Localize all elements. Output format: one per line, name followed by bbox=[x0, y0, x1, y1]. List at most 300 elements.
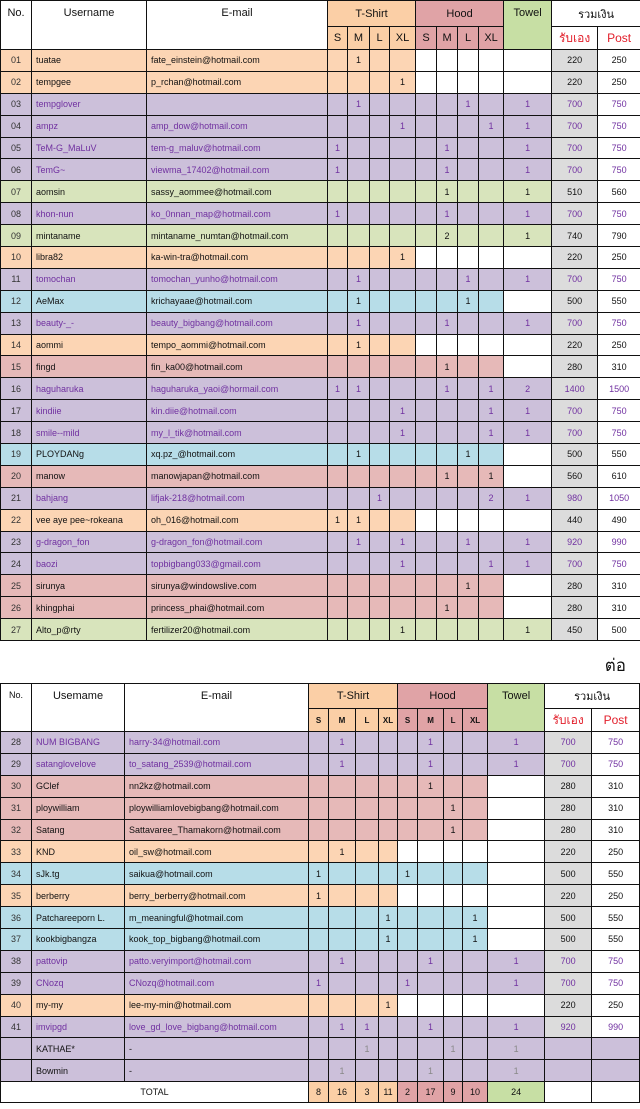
username: tempglover bbox=[32, 93, 147, 115]
row-number: 32 bbox=[1, 819, 32, 841]
pickup-price: 560 bbox=[552, 465, 598, 487]
total-tshirt-l: 3 bbox=[356, 1082, 379, 1103]
hood-m-qty bbox=[437, 619, 458, 641]
hood-s-qty bbox=[416, 400, 437, 422]
pickup-price: 700 bbox=[552, 553, 598, 575]
hood-l-qty bbox=[458, 422, 479, 444]
row-number: 29 bbox=[1, 753, 32, 775]
tshirt-xl-qty bbox=[379, 863, 398, 885]
email: ploywilliamlovebigbang@hotmail.com bbox=[125, 797, 309, 819]
header-hood-m: M bbox=[418, 709, 444, 732]
hood-l-qty: 1 bbox=[444, 797, 463, 819]
hood-xl-qty bbox=[463, 1016, 488, 1038]
tshirt-l-qty bbox=[356, 797, 379, 819]
row-number: 20 bbox=[1, 465, 32, 487]
tshirt-l-qty bbox=[356, 775, 379, 797]
pickup-price: 220 bbox=[552, 50, 598, 72]
post-price: 250 bbox=[592, 885, 640, 907]
post-price: 750 bbox=[598, 400, 640, 422]
hood-s-qty bbox=[416, 444, 437, 466]
row-number: 33 bbox=[1, 841, 32, 863]
row-number: 01 bbox=[1, 50, 32, 72]
tshirt-l-qty bbox=[370, 203, 390, 225]
hood-m-qty bbox=[418, 819, 444, 841]
tshirt-s-qty bbox=[328, 444, 348, 466]
hood-s-qty bbox=[416, 268, 437, 290]
tshirt-s-qty bbox=[309, 1016, 329, 1038]
header-pickup: รับเอง bbox=[545, 709, 592, 732]
hood-l-qty bbox=[444, 753, 463, 775]
towel-qty bbox=[488, 994, 545, 1016]
tshirt-xl-qty bbox=[390, 465, 416, 487]
username: tuatae bbox=[32, 50, 147, 72]
username: libra82 bbox=[32, 247, 147, 269]
hood-l-qty bbox=[458, 50, 479, 72]
row-number: 40 bbox=[1, 994, 32, 1016]
tshirt-m-qty: 1 bbox=[329, 1016, 356, 1038]
tshirt-m-qty bbox=[348, 465, 370, 487]
tshirt-s-qty bbox=[328, 312, 348, 334]
tshirt-xl-qty bbox=[379, 1038, 398, 1060]
email: my_l_tik@hotmail.com bbox=[147, 422, 328, 444]
username: KND bbox=[32, 841, 125, 863]
header-tshirt-l: L bbox=[370, 27, 390, 50]
username: sirunya bbox=[32, 575, 147, 597]
tshirt-s-qty bbox=[328, 356, 348, 378]
table-row bbox=[1, 71, 640, 93]
tshirt-s-qty: 1 bbox=[309, 863, 329, 885]
email: oh_016@hotmail.com bbox=[147, 509, 328, 531]
hood-m-qty: 1 bbox=[418, 1060, 444, 1082]
table-row bbox=[1, 444, 640, 466]
post-price: 1500 bbox=[598, 378, 640, 400]
tshirt-xl-qty bbox=[379, 885, 398, 907]
tshirt-s-qty bbox=[328, 115, 348, 137]
tshirt-m-qty bbox=[329, 863, 356, 885]
pickup-price: 280 bbox=[545, 797, 592, 819]
pickup-price: 510 bbox=[552, 181, 598, 203]
table-row bbox=[1, 907, 640, 929]
post-price: 250 bbox=[598, 334, 640, 356]
tshirt-xl-qty bbox=[379, 819, 398, 841]
table-row bbox=[1, 575, 640, 597]
tshirt-l-qty bbox=[356, 732, 379, 754]
hood-s-qty bbox=[398, 732, 418, 754]
tshirt-xl-qty bbox=[390, 225, 416, 247]
towel-qty bbox=[488, 819, 545, 841]
post-price bbox=[592, 1038, 640, 1060]
email: sassy_aommee@hotmail.com bbox=[147, 181, 328, 203]
header-hood-s: S bbox=[416, 27, 437, 50]
email: topbigbang033@gmail.com bbox=[147, 553, 328, 575]
tshirt-l-qty bbox=[356, 907, 379, 929]
hood-l-qty bbox=[458, 181, 479, 203]
tshirt-xl-qty bbox=[390, 334, 416, 356]
total-pickup bbox=[545, 1082, 592, 1103]
tshirt-l-qty bbox=[370, 531, 390, 553]
username: g-dragon_fon bbox=[32, 531, 147, 553]
tshirt-l-qty bbox=[356, 753, 379, 775]
hood-l-qty bbox=[444, 1016, 463, 1038]
email: harry-34@hotmail.com bbox=[125, 732, 309, 754]
hood-l-qty bbox=[458, 225, 479, 247]
tshirt-s-qty bbox=[328, 247, 348, 269]
email: kook_top_bigbang@hotmail.com bbox=[125, 929, 309, 951]
username: satanglovelove bbox=[32, 753, 125, 775]
total-tshirt-xl: 11 bbox=[379, 1082, 398, 1103]
hood-xl-qty bbox=[479, 159, 504, 181]
hood-l-qty bbox=[444, 994, 463, 1016]
towel-qty: 1 bbox=[504, 181, 552, 203]
tshirt-s-qty bbox=[328, 71, 348, 93]
header-hood-l: L bbox=[458, 27, 479, 50]
tshirt-s-qty bbox=[328, 50, 348, 72]
email: patto.veryimport@hotmail.com bbox=[125, 950, 309, 972]
hood-xl-qty bbox=[479, 509, 504, 531]
email: tem-g_maluv@hotmail.com bbox=[147, 137, 328, 159]
tshirt-s-qty bbox=[309, 797, 329, 819]
tshirt-l-qty bbox=[370, 422, 390, 444]
tshirt-m-qty bbox=[329, 929, 356, 951]
hood-l-qty bbox=[458, 378, 479, 400]
tshirt-m-qty bbox=[348, 487, 370, 509]
row-number: 39 bbox=[1, 972, 32, 994]
pickup-price: 280 bbox=[552, 575, 598, 597]
total-row bbox=[1, 1082, 640, 1103]
hood-xl-qty: 1 bbox=[479, 400, 504, 422]
hood-s-qty bbox=[416, 181, 437, 203]
post-price: 550 bbox=[598, 290, 640, 312]
post-price: 610 bbox=[598, 465, 640, 487]
hood-m-qty bbox=[437, 247, 458, 269]
tshirt-l-qty: 1 bbox=[356, 1038, 379, 1060]
table-row bbox=[1, 619, 640, 641]
hood-s-qty bbox=[416, 312, 437, 334]
email: CNozq@hotmail.com bbox=[125, 972, 309, 994]
towel-qty: 1 bbox=[504, 619, 552, 641]
pickup-price: 220 bbox=[552, 247, 598, 269]
tshirt-m-qty bbox=[348, 597, 370, 619]
post-price: 250 bbox=[598, 71, 640, 93]
username: pattovip bbox=[32, 950, 125, 972]
tshirt-l-qty: 1 bbox=[356, 1016, 379, 1038]
hood-xl-qty bbox=[463, 797, 488, 819]
row-number: 41 bbox=[1, 1016, 32, 1038]
email: amp_dow@hotmail.com bbox=[147, 115, 328, 137]
email: saikua@hotmail.com bbox=[125, 863, 309, 885]
tshirt-s-qty bbox=[328, 575, 348, 597]
hood-l-qty: 1 bbox=[458, 268, 479, 290]
pickup-price: 700 bbox=[552, 93, 598, 115]
header-hood-m: M bbox=[437, 27, 458, 50]
hood-s-qty bbox=[398, 797, 418, 819]
tshirt-xl-qty: 1 bbox=[390, 553, 416, 575]
hood-s-qty bbox=[416, 575, 437, 597]
row-number: 13 bbox=[1, 312, 32, 334]
row-number: 07 bbox=[1, 181, 32, 203]
towel-qty: 1 bbox=[488, 753, 545, 775]
tshirt-m-qty: 1 bbox=[329, 950, 356, 972]
pickup-price: 700 bbox=[552, 400, 598, 422]
header-tshirt-xl: XL bbox=[379, 709, 398, 732]
pickup-price: 700 bbox=[552, 203, 598, 225]
tshirt-l-qty bbox=[370, 400, 390, 422]
towel-qty bbox=[504, 334, 552, 356]
header-hood: Hood bbox=[416, 1, 504, 27]
username: Patchareeporn L. bbox=[32, 907, 125, 929]
tshirt-m-qty bbox=[348, 225, 370, 247]
table-row bbox=[1, 950, 640, 972]
total-hood-s: 2 bbox=[398, 1082, 418, 1103]
post-price: 310 bbox=[598, 356, 640, 378]
tshirt-xl-qty bbox=[379, 1060, 398, 1082]
hood-m-qty bbox=[437, 115, 458, 137]
tshirt-s-qty bbox=[309, 841, 329, 863]
total-tshirt-m: 16 bbox=[329, 1082, 356, 1103]
hood-m-qty bbox=[437, 71, 458, 93]
towel-qty bbox=[504, 71, 552, 93]
tshirt-xl-qty bbox=[390, 93, 416, 115]
tshirt-l-qty bbox=[356, 863, 379, 885]
hood-l-qty bbox=[444, 929, 463, 951]
header-total-money: รวมเงิน bbox=[552, 1, 640, 27]
header-username: Usemame bbox=[32, 684, 125, 732]
username: GClef bbox=[32, 775, 125, 797]
towel-qty: 1 bbox=[504, 400, 552, 422]
tshirt-m-qty: 1 bbox=[329, 841, 356, 863]
hood-l-qty bbox=[444, 863, 463, 885]
tshirt-xl-qty bbox=[390, 181, 416, 203]
table-row bbox=[1, 732, 640, 754]
towel-qty: 1 bbox=[504, 487, 552, 509]
tshirt-l-qty bbox=[370, 268, 390, 290]
hood-s-qty bbox=[416, 159, 437, 181]
table-row bbox=[1, 841, 640, 863]
row-number: 35 bbox=[1, 885, 32, 907]
header-towel: Towel bbox=[504, 1, 552, 50]
hood-m-qty bbox=[437, 50, 458, 72]
pickup-price: 920 bbox=[552, 531, 598, 553]
tshirt-s-qty bbox=[309, 819, 329, 841]
tshirt-xl-qty bbox=[390, 290, 416, 312]
post-price: 750 bbox=[598, 312, 640, 334]
post-price: 990 bbox=[598, 531, 640, 553]
header-tshirt: T-Shirt bbox=[328, 1, 416, 27]
hood-s-qty bbox=[398, 775, 418, 797]
email: oil_sw@hotmail.com bbox=[125, 841, 309, 863]
tshirt-m-qty bbox=[348, 247, 370, 269]
table-row bbox=[1, 400, 640, 422]
username: KATHAE* bbox=[32, 1038, 125, 1060]
post-price: 750 bbox=[598, 159, 640, 181]
post-price: 500 bbox=[598, 619, 640, 641]
pickup-price: 220 bbox=[552, 334, 598, 356]
hood-l-qty bbox=[458, 509, 479, 531]
hood-s-qty bbox=[416, 225, 437, 247]
post-price: 750 bbox=[598, 115, 640, 137]
hood-s-qty: 1 bbox=[398, 972, 418, 994]
hood-xl-qty: 1 bbox=[479, 422, 504, 444]
row-number: 14 bbox=[1, 334, 32, 356]
tshirt-m-qty: 1 bbox=[329, 753, 356, 775]
email: tempo_aommi@hotmail.com bbox=[147, 334, 328, 356]
hood-s-qty bbox=[416, 378, 437, 400]
tshirt-m-qty: 1 bbox=[348, 444, 370, 466]
table-row bbox=[1, 356, 640, 378]
tshirt-s-qty bbox=[309, 1038, 329, 1060]
tshirt-l-qty bbox=[370, 159, 390, 181]
pickup-price: 450 bbox=[552, 619, 598, 641]
hood-s-qty bbox=[416, 465, 437, 487]
table-row bbox=[1, 93, 640, 115]
towel-qty: 1 bbox=[488, 1060, 545, 1082]
tshirt-l-qty bbox=[370, 597, 390, 619]
table-row bbox=[1, 115, 640, 137]
hood-s-qty bbox=[416, 553, 437, 575]
username: Satang bbox=[32, 819, 125, 841]
hood-s-qty bbox=[398, 1016, 418, 1038]
towel-qty: 1 bbox=[504, 203, 552, 225]
towel-qty bbox=[504, 50, 552, 72]
pickup-price: 700 bbox=[552, 115, 598, 137]
hood-m-qty: 1 bbox=[418, 950, 444, 972]
header-username: Username bbox=[32, 1, 147, 50]
hood-s-qty bbox=[398, 950, 418, 972]
email: g-dragon_fon@hotmail.com bbox=[147, 531, 328, 553]
email: lee-my-min@hotmail.com bbox=[125, 994, 309, 1016]
tshirt-m-qty: 1 bbox=[348, 334, 370, 356]
pickup-price: 500 bbox=[545, 907, 592, 929]
continued-label: ต่อ bbox=[604, 656, 626, 675]
post-price: 750 bbox=[598, 422, 640, 444]
tshirt-xl-qty bbox=[390, 312, 416, 334]
hood-xl-qty bbox=[479, 71, 504, 93]
hood-xl-qty bbox=[479, 268, 504, 290]
pickup-price: 700 bbox=[552, 422, 598, 444]
tshirt-xl-qty bbox=[390, 575, 416, 597]
tshirt-xl-qty bbox=[390, 444, 416, 466]
email: sirunya@windowslive.com bbox=[147, 575, 328, 597]
hood-xl-qty bbox=[479, 225, 504, 247]
row-number: 37 bbox=[1, 929, 32, 951]
header-tshirt-s: S bbox=[328, 27, 348, 50]
pickup-price: 220 bbox=[545, 994, 592, 1016]
table-row bbox=[1, 972, 640, 994]
hood-l-qty bbox=[444, 950, 463, 972]
tshirt-s-qty bbox=[328, 487, 348, 509]
table-row bbox=[1, 1060, 640, 1082]
tshirt-m-qty bbox=[348, 619, 370, 641]
hood-l-qty bbox=[444, 972, 463, 994]
pickup-price: 700 bbox=[545, 732, 592, 754]
hood-l-qty bbox=[458, 356, 479, 378]
username: sJk.tg bbox=[32, 863, 125, 885]
post-price: 560 bbox=[598, 181, 640, 203]
email: tomochan_yunho@hotmail.com bbox=[147, 268, 328, 290]
tshirt-l-qty bbox=[370, 312, 390, 334]
header-towel: Towel bbox=[488, 684, 545, 732]
header-tshirt-s: S bbox=[309, 709, 329, 732]
hood-l-qty: 1 bbox=[458, 290, 479, 312]
hood-m-qty: 1 bbox=[418, 732, 444, 754]
hood-m-qty: 1 bbox=[437, 597, 458, 619]
username: baozi bbox=[32, 553, 147, 575]
tshirt-xl-qty bbox=[379, 797, 398, 819]
hood-xl-qty bbox=[463, 1038, 488, 1060]
hood-xl-qty bbox=[463, 753, 488, 775]
hood-xl-qty bbox=[463, 972, 488, 994]
hood-xl-qty bbox=[479, 575, 504, 597]
hood-m-qty bbox=[437, 531, 458, 553]
pickup-price: 280 bbox=[552, 597, 598, 619]
tshirt-s-qty bbox=[328, 400, 348, 422]
hood-m-qty: 1 bbox=[437, 465, 458, 487]
username: ploywilliam bbox=[32, 797, 125, 819]
pickup-price: 500 bbox=[545, 929, 592, 951]
tshirt-l-qty bbox=[370, 93, 390, 115]
hood-s-qty: 1 bbox=[398, 863, 418, 885]
hood-m-qty bbox=[437, 400, 458, 422]
tshirt-s-qty bbox=[309, 929, 329, 951]
total-hood-l: 9 bbox=[444, 1082, 463, 1103]
email: mintaname_numtan@hotmail.com bbox=[147, 225, 328, 247]
tshirt-l-qty bbox=[370, 115, 390, 137]
pickup-price: 700 bbox=[552, 268, 598, 290]
pickup-price: 220 bbox=[545, 885, 592, 907]
tshirt-xl-qty bbox=[379, 753, 398, 775]
hood-m-qty bbox=[418, 907, 444, 929]
table-row bbox=[1, 268, 640, 290]
tshirt-l-qty bbox=[370, 290, 390, 312]
post-price: 990 bbox=[592, 1016, 640, 1038]
header-hood-l: L bbox=[444, 709, 463, 732]
hood-s-qty bbox=[416, 619, 437, 641]
row-number: 22 bbox=[1, 509, 32, 531]
towel-qty bbox=[504, 356, 552, 378]
tshirt-l-qty bbox=[370, 509, 390, 531]
email: haguharuka_yaoi@hormail.com bbox=[147, 378, 328, 400]
hood-xl-qty bbox=[463, 885, 488, 907]
table-row bbox=[1, 247, 640, 269]
hood-xl-qty bbox=[479, 334, 504, 356]
tshirt-s-qty: 1 bbox=[328, 378, 348, 400]
hood-l-qty bbox=[458, 203, 479, 225]
tshirt-s-qty: 1 bbox=[328, 203, 348, 225]
tshirt-l-qty bbox=[370, 378, 390, 400]
row-number: 15 bbox=[1, 356, 32, 378]
tshirt-m-qty bbox=[348, 422, 370, 444]
towel-qty bbox=[504, 290, 552, 312]
tshirt-s-qty bbox=[328, 619, 348, 641]
row-number: 21 bbox=[1, 487, 32, 509]
hood-s-qty bbox=[416, 597, 437, 619]
username: ampz bbox=[32, 115, 147, 137]
tshirt-m-qty: 1 bbox=[348, 531, 370, 553]
row-number: 05 bbox=[1, 137, 32, 159]
hood-l-qty bbox=[444, 1060, 463, 1082]
hood-l-qty bbox=[458, 312, 479, 334]
post-price: 750 bbox=[592, 732, 640, 754]
tshirt-m-qty bbox=[348, 137, 370, 159]
tshirt-xl-qty bbox=[390, 597, 416, 619]
hood-xl-qty bbox=[463, 994, 488, 1016]
table-row bbox=[1, 422, 640, 444]
tshirt-xl-qty: 1 bbox=[390, 400, 416, 422]
table-row bbox=[1, 531, 640, 553]
post-price: 750 bbox=[592, 753, 640, 775]
row-number: 25 bbox=[1, 575, 32, 597]
tshirt-l-qty bbox=[356, 885, 379, 907]
